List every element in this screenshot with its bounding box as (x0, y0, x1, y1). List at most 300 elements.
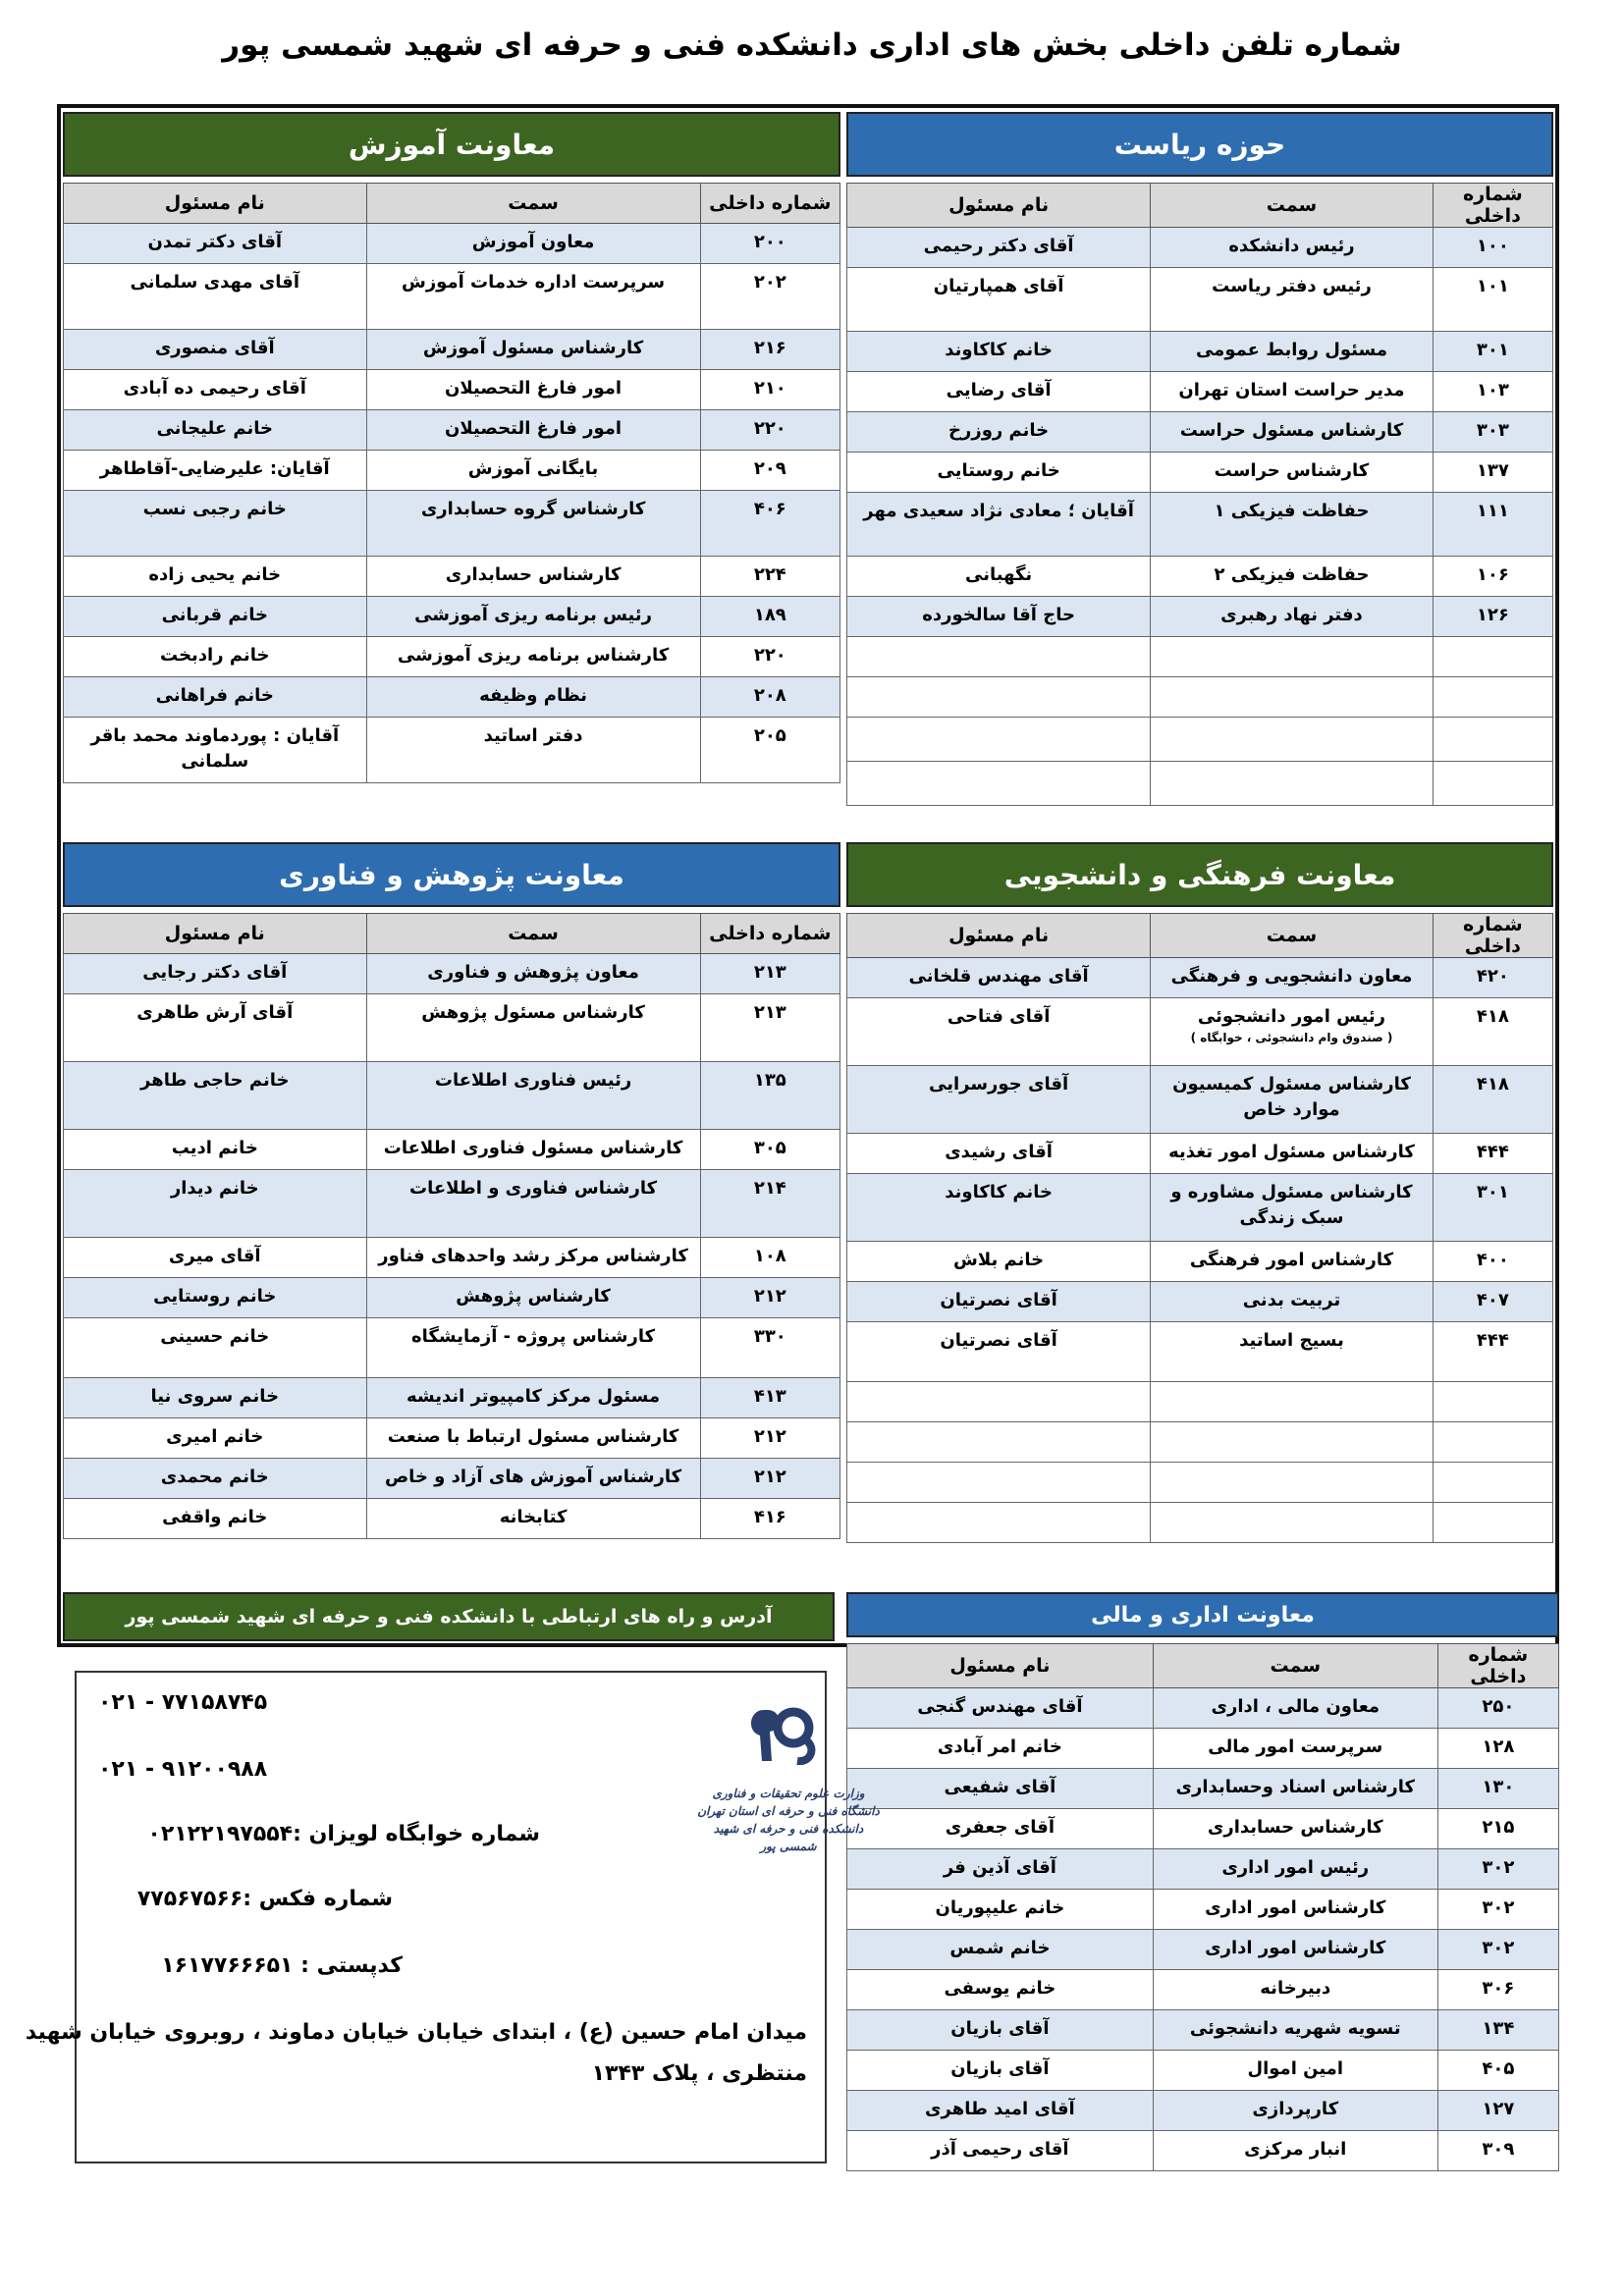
cell-position (366, 637, 700, 677)
section-riasat (846, 112, 1553, 834)
cell-position-text: کارشناس امور اداری (1205, 1897, 1386, 1918)
empty-cell (1433, 1422, 1552, 1463)
cell-ext (1433, 958, 1552, 998)
cell-person-text: خانم فراهانی (155, 685, 274, 706)
table-row (64, 994, 840, 1062)
cell-ext-text: ۴۴۴ (1476, 1142, 1509, 1162)
table-row (64, 677, 840, 718)
cell-position (366, 718, 700, 783)
column-header-position: سمت (1153, 1644, 1437, 1688)
table-row (64, 451, 840, 491)
cell-ext-text: ۲۱۵ (1482, 1817, 1515, 1838)
table-row (64, 370, 840, 410)
empty-cell (1151, 1382, 1434, 1422)
cell-person (64, 1459, 367, 1499)
section-amoozesh (63, 112, 840, 834)
table-row (847, 332, 1553, 372)
cell-position (1153, 1930, 1437, 1970)
cell-ext (700, 1499, 839, 1539)
cell-ext-text: ۴۴۴ (1476, 1330, 1509, 1351)
table-row (847, 1174, 1553, 1242)
cell-ext (700, 370, 839, 410)
cell-person-text: آقای بازیان (950, 2018, 1050, 2039)
empty-cell (1433, 762, 1552, 806)
cell-ext (1433, 228, 1552, 268)
cell-person-text: آقایان: علیرضایی-آقاطاهر (99, 458, 330, 479)
cell-person (64, 224, 367, 264)
cell-position (366, 1499, 700, 1539)
cell-ext (1433, 493, 1552, 557)
table-row (64, 1459, 840, 1499)
table-row (847, 2010, 1559, 2051)
table-row (847, 2051, 1559, 2091)
cell-position (1153, 1688, 1437, 1729)
cell-person-text: خانم کاکاوند (945, 1182, 1053, 1202)
cell-position-text: مسئول روابط عمومی (1195, 340, 1387, 360)
address-header: آدرس و راه های ارتباطی با دانشکده فنی و حرفه ای شهید شمسی پور (63, 1592, 835, 1641)
cell-position (1151, 332, 1434, 372)
table-row (847, 1970, 1559, 2010)
cell-ext-text: ۲۰۰ (753, 232, 786, 252)
table-row (64, 264, 840, 330)
cell-person-text: آقای مهندس گنجی (917, 1696, 1083, 1717)
cell-ext (700, 1130, 839, 1170)
cell-ext (1437, 2010, 1558, 2051)
cell-person-text: خانم امر آبادی (937, 1736, 1062, 1757)
cell-person-text: آقایان : پوردماوند محمد باقر سلمانی (90, 725, 340, 772)
cell-person (847, 1282, 1151, 1322)
cell-ext-text: ۳۰۲ (1482, 1938, 1515, 1958)
cell-ext (1433, 557, 1552, 597)
cell-person (847, 412, 1151, 453)
cell-position (1153, 1809, 1437, 1849)
section-header-riasat: حوزه ریاست (846, 112, 1553, 177)
cell-position (366, 994, 700, 1062)
cell-ext (1437, 2051, 1558, 2091)
cell-position (1151, 1174, 1434, 1242)
empty-cell (847, 1463, 1151, 1503)
cell-ext (1437, 1890, 1558, 1930)
table-row (64, 597, 840, 637)
cell-person (847, 1769, 1154, 1809)
cell-position-text: کارپردازی (1252, 2099, 1339, 2119)
cell-person (64, 491, 367, 557)
cell-ext (1433, 1066, 1552, 1134)
cell-position-text: امین اموال (1247, 2058, 1343, 2079)
cell-position-text: کارشناس مسئول امور تغذیه (1168, 1142, 1415, 1162)
table-row (847, 1769, 1559, 1809)
cell-ext-text: ۴۰۶ (753, 499, 786, 519)
empty-cell (847, 637, 1151, 677)
cell-position-text: کارشناس مسئول آموزش (422, 338, 644, 358)
cell-person (847, 1174, 1151, 1242)
cell-position-text: رئیس دفتر ریاست (1212, 276, 1372, 296)
cell-position-text: کارشناس پژوهش (456, 1286, 611, 1307)
cell-position-text: کارشناس حسابداری (1207, 1817, 1383, 1838)
table-row (847, 412, 1553, 453)
cell-ext (700, 224, 839, 264)
cell-person-text: آقای همپارتیان (933, 276, 1064, 296)
dorm-phone: شماره خوابگاه لویزان :۰۲۱۲۲۱۹۷۵۵۴ (147, 1822, 540, 1846)
table-row (64, 330, 840, 370)
cell-ext (700, 718, 839, 783)
cell-ext (700, 557, 839, 597)
cell-position-text: مدیر حراست استان تهران (1178, 380, 1405, 400)
cell-person-text: آقای مهندس قلخانی (908, 966, 1089, 987)
table-row (847, 493, 1553, 557)
cell-position (366, 330, 700, 370)
cell-position-text: رئیس امور اداری (1221, 1857, 1370, 1878)
cell-ext-text: ۴۲۰ (1476, 966, 1509, 987)
cell-ext-text: ۲۰۵ (753, 725, 786, 746)
cell-position-text: معاون دانشجویی و فرهنگی (1170, 966, 1413, 987)
cell-person (847, 2091, 1154, 2131)
cell-ext-text: ۱۳۷ (1476, 460, 1509, 481)
empty-row (847, 1422, 1553, 1463)
cell-position-text: کارشناس آموزش های آزاد و خاص (384, 1467, 682, 1487)
cell-position (1151, 228, 1434, 268)
cell-position (1153, 2091, 1437, 2131)
cell-person-text: آقای رحیمی آذر (931, 2139, 1069, 2160)
cell-ext-text: ۳۰۶ (1482, 1978, 1515, 1999)
table-row (64, 637, 840, 677)
empty-row (847, 1382, 1553, 1422)
column-header-person: نام مسئول (847, 914, 1151, 958)
cell-position-text: مسئول مرکز کامپیوتر اندیشه (406, 1386, 661, 1407)
empty-cell (1151, 718, 1434, 762)
street-address-2: منتظری ، پلاک ۱۳۴۳ (591, 2061, 807, 2086)
cell-ext-text: ۲۱۲ (753, 1426, 786, 1447)
cell-person-text: آقای مهدی سلمانی (130, 272, 299, 293)
cell-person (64, 410, 367, 451)
cell-position (366, 1318, 700, 1378)
cell-ext (1437, 2091, 1558, 2131)
cell-person-text: خانم علیجانی (156, 418, 274, 439)
cell-position-text: کارشناس مرکز رشد واحدهای فناور (378, 1246, 688, 1266)
cell-ext-text: ۱۳۰ (1482, 1777, 1515, 1797)
cell-person-text: آقای دکتر رحیمی (923, 236, 1074, 256)
cell-position-text: حفاظت فیزیکی ۱ (1214, 501, 1370, 521)
cell-ext (700, 677, 839, 718)
table-row (847, 998, 1553, 1066)
cell-person-text: آقای رشیدی (945, 1142, 1053, 1162)
table-row (64, 1499, 840, 1539)
cell-person-text: آقایان ؛ معادی نژاد سعیدی مهر (863, 501, 1134, 521)
empty-row (847, 1503, 1553, 1543)
cell-person (847, 1809, 1154, 1849)
cell-ext-text: ۲۱۲ (753, 1467, 786, 1487)
empty-cell (1151, 1463, 1434, 1503)
cell-person-text: آقای نصرتیان (940, 1330, 1057, 1351)
cell-ext-text: ۴۱۳ (753, 1386, 786, 1407)
table-row (64, 718, 840, 783)
cell-person (64, 1378, 367, 1418)
cell-ext (1433, 1134, 1552, 1174)
cell-position-text: حفاظت فیزیکی ۲ (1214, 564, 1370, 585)
cell-ext (700, 491, 839, 557)
cell-person-text: آقای دکتر تمدن (147, 232, 283, 252)
directory-table-amoozesh (63, 183, 840, 783)
cell-ext (700, 1418, 839, 1459)
cell-ext-text: ۲۰۸ (753, 685, 786, 706)
cell-position-text: دفتر اساتید (483, 725, 583, 746)
cell-ext-text: ۲۱۶ (753, 338, 786, 358)
cell-person (847, 557, 1151, 597)
cell-position-text: کارشناس مسئول کمیسیون موارد خاص (1172, 1074, 1411, 1120)
cell-position-text: کارشناس امور فرهنگی (1189, 1250, 1394, 1270)
cell-ext-text: ۱۲۶ (1476, 605, 1509, 625)
table-row (847, 2091, 1559, 2131)
cell-person (847, 332, 1151, 372)
cell-position-text: کارشناس حسابداری (445, 564, 622, 585)
empty-cell (1433, 637, 1552, 677)
directory-table-farhangi (846, 913, 1553, 1543)
cell-person (847, 958, 1151, 998)
cell-position-text: امور فارغ التحصیلان (445, 378, 623, 399)
cell-person-text: خانم رادبخت (160, 645, 270, 666)
cell-ext-text: ۳۰۱ (1476, 340, 1509, 360)
cell-ext (700, 1278, 839, 1318)
cell-person-text: خانم ادیب (171, 1138, 258, 1158)
table-row (64, 954, 840, 994)
table-row (64, 1062, 840, 1130)
cell-person (64, 1318, 367, 1378)
cell-person (847, 1066, 1151, 1134)
table-row (847, 453, 1553, 493)
cell-person (64, 994, 367, 1062)
cell-person (64, 718, 367, 783)
cell-ext-text: ۱۰۱ (1476, 276, 1509, 296)
cell-ext (1433, 597, 1552, 637)
column-header-person: نام مسئول (64, 184, 367, 224)
cell-position (366, 370, 700, 410)
university-logo (695, 1702, 882, 1855)
cell-person-text: آقای رضایی (946, 380, 1052, 400)
column-header-position: سمت (366, 914, 700, 954)
cell-ext (1433, 453, 1552, 493)
cell-position (1151, 958, 1434, 998)
column-header-ext: شماره داخلی (700, 914, 839, 954)
cell-position (366, 597, 700, 637)
cell-ext-text: ۳۳۰ (753, 1326, 786, 1347)
table-row (847, 1322, 1553, 1382)
address-box (25, 1671, 880, 2163)
cell-position-text: کارشناس مسئول فناوری اطلاعات (383, 1138, 683, 1158)
cell-position-text: تربیت بدنی (1242, 1290, 1341, 1310)
empty-cell (847, 1422, 1151, 1463)
table-row (847, 1282, 1553, 1322)
cell-person (64, 1418, 367, 1459)
cell-position (1151, 1282, 1434, 1322)
cell-ext-text: ۳۰۵ (753, 1138, 786, 1158)
cell-ext-text: ۲۰۹ (753, 458, 786, 479)
table-row (847, 1890, 1559, 1930)
cell-person (847, 2131, 1154, 2171)
empty-cell (1433, 1382, 1552, 1422)
cell-position (366, 451, 700, 491)
cell-ext (1437, 2131, 1558, 2171)
cell-ext (1437, 1809, 1558, 1849)
cell-position-text: کارشناس امور اداری (1205, 1938, 1386, 1958)
cell-person-text: خانم دیدار (170, 1178, 259, 1199)
cell-person (64, 1062, 367, 1130)
cell-position (366, 954, 700, 994)
directory-table-riasat (846, 183, 1553, 806)
cell-position (366, 410, 700, 451)
column-header-person: نام مسئول (847, 1644, 1154, 1688)
table-row (847, 228, 1553, 268)
cell-position (1151, 597, 1434, 637)
cell-person-text: آقای جعفری (945, 1817, 1055, 1838)
cell-person-text: آقای جورسرایی (929, 1074, 1069, 1095)
cell-person (847, 1970, 1154, 2010)
cell-ext (1433, 332, 1552, 372)
cell-person (847, 372, 1151, 412)
column-header-person: نام مسئول (847, 184, 1151, 228)
cell-position (366, 1378, 700, 1418)
cell-position (1151, 1322, 1434, 1382)
table-row (64, 224, 840, 264)
empty-row (847, 762, 1553, 806)
cell-person (847, 1849, 1154, 1890)
column-header-ext: شماره داخلی (1433, 914, 1552, 958)
cell-ext (1433, 998, 1552, 1066)
cell-person (847, 1729, 1154, 1769)
street-address-1: میدان امام حسین (ع) ، ابتدای خیابان خیابان دماوند ، روبروی خیابان شهید (25, 2020, 807, 2045)
cell-person-text: خانم یحیی زاده (148, 564, 282, 585)
column-header-position: سمت (1151, 184, 1434, 228)
cell-position (1151, 1066, 1434, 1134)
page-title: شماره تلفن داخلی بخش های اداری دانشکده فنی و حرفه ای شهید شمسی پور (222, 27, 1402, 63)
cell-ext (1433, 1322, 1552, 1382)
cell-person-text: خانم سروی نیا (150, 1386, 280, 1407)
cell-ext (700, 1170, 839, 1238)
cell-position (1151, 1242, 1434, 1282)
cell-ext-text: ۱۲۷ (1482, 2099, 1515, 2119)
cell-position (366, 224, 700, 264)
empty-cell (1151, 1422, 1434, 1463)
cell-ext (700, 1459, 839, 1499)
cell-position-text: کارشناس اسناد وحسابداری (1175, 1777, 1415, 1797)
cell-ext-text: ۲۵۰ (1482, 1696, 1515, 1717)
cell-ext (700, 1378, 839, 1418)
cell-person (64, 264, 367, 330)
cell-ext-text: ۱۲۸ (1482, 1736, 1515, 1757)
column-header-ext: شماره داخلی (1437, 1644, 1558, 1688)
cell-person (64, 370, 367, 410)
fax-number: شماره فکس :۷۷۵۶۷۵۶۶ (136, 1887, 393, 1911)
cell-ext-text: ۴۱۸ (1476, 1074, 1509, 1095)
cell-person-text: آقای آرش طاهری (136, 1002, 294, 1023)
cell-ext (700, 1318, 839, 1378)
cell-ext-text: ۲۱۲ (753, 1286, 786, 1307)
cell-ext (700, 1062, 839, 1130)
cell-ext (700, 451, 839, 491)
cell-person-text: آقای رحیمی ده آبادی (123, 378, 306, 399)
cell-ext-text: ۱۰۶ (1476, 564, 1509, 585)
cell-position-text: رئیس امور دانشجوئی (1197, 1006, 1386, 1027)
cell-position (1153, 1970, 1437, 2010)
table-row (847, 597, 1553, 637)
cell-person (847, 268, 1151, 332)
cell-position-text: کارشناس حراست (1214, 460, 1370, 481)
cell-position (1151, 557, 1434, 597)
empty-cell (1433, 1463, 1552, 1503)
table-row (64, 1130, 840, 1170)
table-row (64, 1170, 840, 1238)
cell-ext-text: ۲۱۳ (753, 962, 786, 983)
phone-2: ۰۲۱ - ۹۱۲۰۰۹۸۸ (98, 1757, 268, 1782)
empty-cell (1151, 677, 1434, 718)
cell-position (1151, 453, 1434, 493)
cell-position-text: معاون آموزش (471, 232, 595, 252)
cell-ext-text: ۲۲۰ (753, 645, 786, 666)
table-row (847, 1242, 1553, 1282)
cell-ext (1437, 1930, 1558, 1970)
postal-code: کدپستی : ۱۶۱۷۷۶۶۶۵۱ (161, 1953, 403, 1978)
cell-person (847, 2051, 1154, 2091)
column-header-ext: شماره داخلی (700, 184, 839, 224)
cell-person-text: خانم حاجی طاهر (140, 1070, 290, 1091)
cell-person (847, 1322, 1151, 1382)
table-row (64, 410, 840, 451)
cell-ext-text: ۱۰۸ (753, 1246, 786, 1266)
cell-position-text: کارشناس مسئول مشاوره و سبک زندگی (1170, 1182, 1413, 1228)
cell-person-text: خانم شمس (949, 1938, 1051, 1958)
cell-ext-text: ۳۰۱ (1476, 1182, 1509, 1202)
empty-cell (847, 1382, 1151, 1422)
cell-person (64, 597, 367, 637)
logo-text-2: دانشگاه فنی و حرفه ای استان تهران (697, 1804, 880, 1818)
cell-position (366, 677, 700, 718)
cell-position-text: کارشناس مسئول حراست (1179, 420, 1404, 441)
cell-person-text: آقای امید طاهری (925, 2099, 1075, 2119)
cell-ext-text: ۳۰۹ (1482, 2139, 1515, 2160)
cell-person (847, 1242, 1151, 1282)
table-row (847, 372, 1553, 412)
table-row (847, 958, 1553, 998)
cell-person (847, 597, 1151, 637)
column-header-person: نام مسئول (64, 914, 367, 954)
cell-person-text: خانم محمدی (160, 1467, 269, 1487)
table-row (847, 1688, 1559, 1729)
section-farhangi (846, 842, 1553, 1588)
table-row (64, 557, 840, 597)
cell-person (847, 493, 1151, 557)
cell-position (1153, 2010, 1437, 2051)
cell-ext (700, 994, 839, 1062)
cell-person-text: خانم علیپوریان (935, 1897, 1065, 1918)
cell-person-text: آقای شفیعی (944, 1777, 1056, 1797)
cell-position-text: امور فارغ التحصیلان (445, 418, 623, 439)
cell-position (366, 491, 700, 557)
cell-ext (1433, 1174, 1552, 1242)
cell-position-text: کارشناس فناوری و اطلاعات (409, 1178, 658, 1199)
cell-ext-text: ۳۰۲ (1482, 1897, 1515, 1918)
cell-ext (1437, 1849, 1558, 1890)
empty-cell (847, 762, 1151, 806)
cell-position (366, 1459, 700, 1499)
cell-position (1153, 2131, 1437, 2171)
cell-ext (700, 410, 839, 451)
cell-person (847, 1688, 1154, 1729)
cell-position (366, 1130, 700, 1170)
cell-ext-text: ۴۱۶ (753, 1507, 786, 1527)
section-header-amoozesh: معاونت آموزش (63, 112, 840, 177)
cell-person (847, 1930, 1154, 1970)
cell-person-text: آقای دکتر رجایی (142, 962, 288, 983)
cell-ext-text: ۱۰۳ (1476, 380, 1509, 400)
